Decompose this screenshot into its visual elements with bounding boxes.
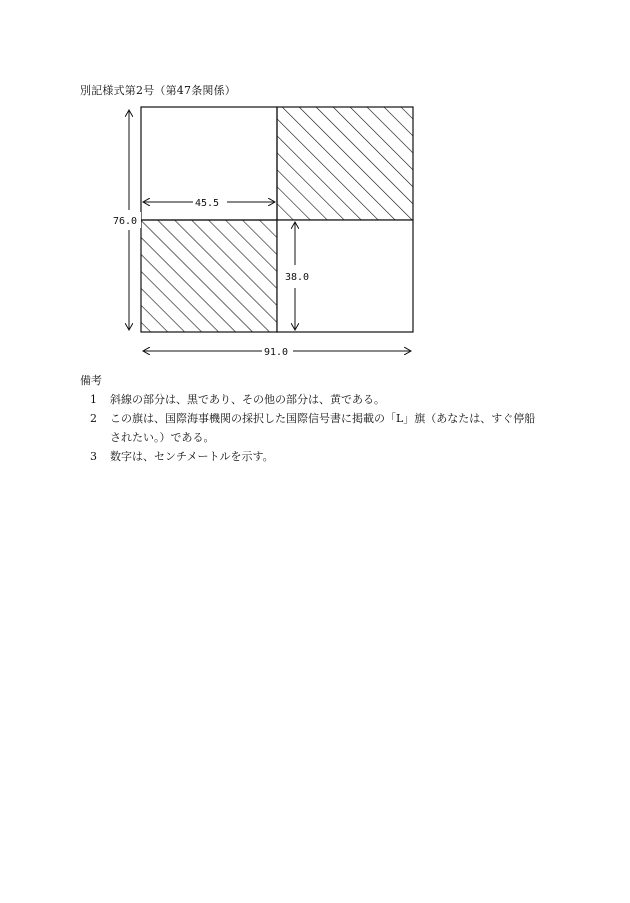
notes-section xyxy=(80,371,540,466)
flag-diagram xyxy=(105,100,435,369)
note-text: 数字は、センチメートルを示す。 xyxy=(110,450,274,463)
note-item xyxy=(80,447,540,466)
note-number: 1 xyxy=(90,393,97,406)
height-half-label: 38.0 xyxy=(285,272,310,283)
note-item xyxy=(80,390,540,409)
form-title: 別記様式第2号（第47条関係） xyxy=(80,84,236,97)
width-half-label: 45.5 xyxy=(195,198,220,209)
flag-quadrant-top-right xyxy=(277,107,413,220)
height-total-label: 76.0 xyxy=(113,216,138,227)
note-item xyxy=(80,409,540,447)
width-total-label: 91.0 xyxy=(264,347,289,358)
flag-quadrant-bottom-left xyxy=(141,220,277,332)
flag-diagram-svg xyxy=(105,100,435,365)
notes-title: 備考 xyxy=(80,374,102,387)
note-text: 斜線の部分は、黒であり、その他の部分は、黄である。 xyxy=(110,393,385,406)
note-text: この旗は、国際海事機関の採択した国際信号書に掲載の「L」旗（あなたは、すぐ停船されたい。）である。 xyxy=(110,412,536,444)
note-number: 2 xyxy=(90,412,97,425)
note-number: 3 xyxy=(90,450,97,463)
